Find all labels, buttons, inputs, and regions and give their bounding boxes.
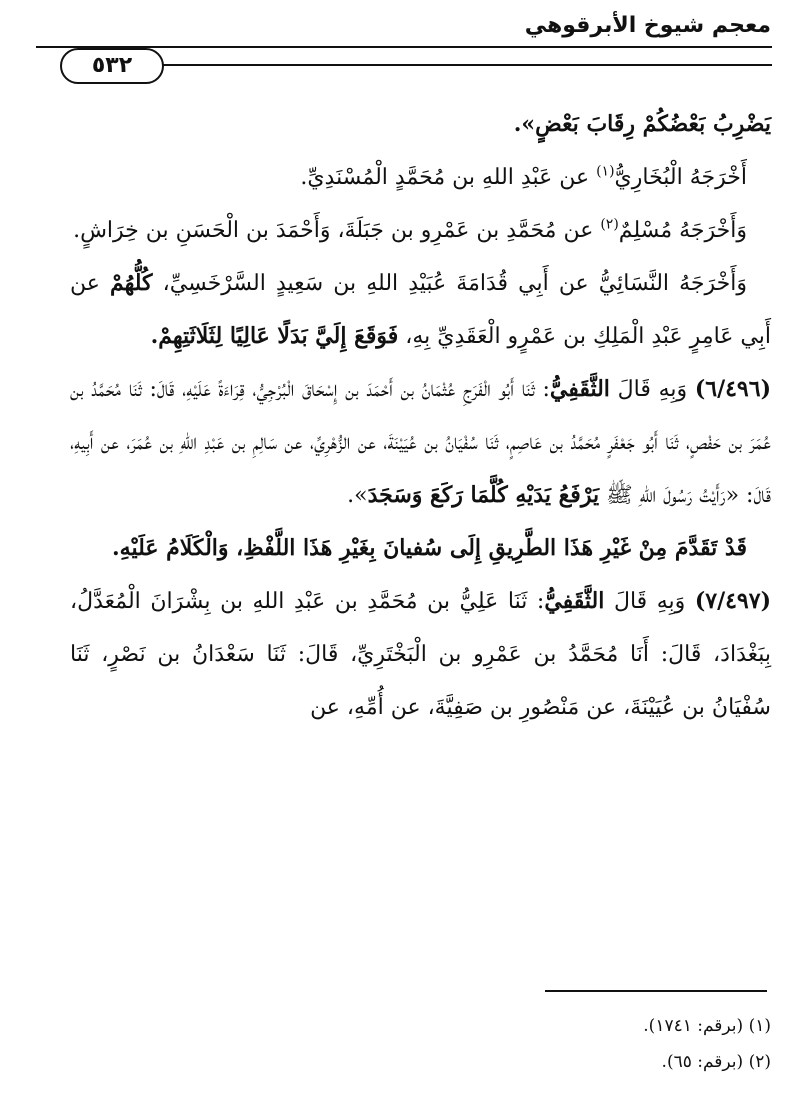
hadith-496-matn: يَرْفَعُ يَدَيْهِ كُلَّمَا رَكَعَ وَسَجَدَ xyxy=(367,482,600,508)
footnote-ref-2[interactable]: (٢) xyxy=(600,216,619,233)
muslim-text-a: وَأَخْرَجَهُ مُسْلِمٌ xyxy=(618,218,747,243)
paragraph-nasai xyxy=(70,257,771,363)
nasai-text-a: وَأَخْرَجَهُ النَّسَائِيُّ عن أَبِي قُدَامَةَ عُبَيْدِ اللهِ بن سَعِيدٍ السَّرْخَسِيِّ، xyxy=(152,271,747,296)
page-number: ٥٣٢ xyxy=(60,48,164,84)
page-number-ornament xyxy=(12,48,772,88)
nasai-bold-all: كُلُّهُمْ xyxy=(109,270,153,296)
footnote-1: (١) (برقم: ١٧٤١). xyxy=(643,1016,771,1036)
footnote-rule xyxy=(545,990,767,992)
paragraph-comment xyxy=(70,522,771,575)
hadith-497-narrator: الثَّقَفِيُّ xyxy=(544,588,605,614)
paragraph-muslim xyxy=(70,204,771,257)
bukhari-text-a: أَخْرَجَهُ الْبُخَارِيُّ xyxy=(614,165,747,190)
hadith-497 xyxy=(70,575,771,734)
footnote-2: (٢) (برقم: ٦٥). xyxy=(661,1052,771,1072)
running-header-title: معجم شيوخ الأبرقوهي xyxy=(524,13,771,38)
hadith-496-text-a: وَبِهِ قَالَ xyxy=(609,377,695,402)
comment-text: قَدْ تَقَدَّمَ مِنْ غَيْرِ هَذَا الطَّرِيقِ إِلَى سُفيانَ بِغَيْرِ هَذَا اللَّفْظِ، وَالْكَلَامُ عَلَيْهِ. xyxy=(112,535,747,561)
hadith-496 xyxy=(70,363,771,522)
page-number-rule xyxy=(157,64,772,66)
bukhari-text-b: عن عَبْدِ اللهِ بن مُحَمَّدٍ الْمُسْنَدِيِّ. xyxy=(300,165,597,190)
hadith-496-narrator: الثَّقَفِيُّ xyxy=(549,376,610,402)
hadith-497-number: (٧/٤٩٧) xyxy=(694,588,771,614)
main-text xyxy=(70,98,771,734)
hadith-497-text-b: : ثَنَا عَلِيُّ بن مُحَمَّدِ بن عَبْدِ اللهِ بن بِشْرَانَ الْمُعَدَّلُ، بِبَغْدَادَ، قَالَ: أَنَا مُحَمَّدُ بن عَمْرِو بن الْبَخْتَرِيِّ، قَالَ: ثَنَا سَعْدَانُ بن نَصْرٍ، ثَنَا سُفْيَانُ بن عُيَيْنَةَ، عن مَنْصُورِ بن صَفِيَّةَ، عن أُمِّهِ، عن xyxy=(70,589,771,720)
muslim-text-b: عن مُحَمَّدِ بن عَمْرِو بن جَبَلَةَ، وَأَحْمَدَ بن الْحَسَنِ بن خِرَاشٍ. xyxy=(73,218,601,243)
hadith-496-number: (٦/٤٩٦) xyxy=(694,376,771,402)
footnote-ref-1[interactable]: (١) xyxy=(596,163,615,180)
paragraph-bukhari xyxy=(70,151,771,204)
footnotes xyxy=(31,1008,771,1080)
nasai-text-c: فَوَقَعَ إِلَيَّ بَدَلًا عَالِيًا لِثَلَاثَتِهِمْ. xyxy=(150,323,399,349)
hadith-496-text-b: : ثَنَا أَبُو الْفَرَجِ عُثْمَانُ بن أَحْمَدَ بن إِسْحَاقَ الْبُرْجِيُّ، قِرَاءَةً عَلَيْهِ، قَالَ: ثَنَا مُحَمَّدُ بن عُمَرَ بن حَفْصٍ، ثَنَا أَبُو جَعْفَرٍ مُحَمَّدُ بن عَاصِمٍ، ثَنَا سُفْيَانُ بن عُيَيْنَةَ، عن الزُّهْرِيِّ، عن سَالِمِ بن عَبْدِ اللهِ بن عُمَرَ، عن أَبِيهِ، قَالَ: «رَأَيْتُ رَسُولَ اللهِ ﷺ xyxy=(70,377,771,508)
nasai-text-b: عن أَبِي عَامِرٍ عَبْدِ الْمَلِكِ بن عَمْرٍو الْعَقَدِيِّ بِهِ، xyxy=(70,271,771,349)
paragraph-hadith-end xyxy=(70,98,771,151)
hadith-496-text-c: ». xyxy=(347,483,368,508)
hadith-497-text-a: وَبِهِ قَالَ xyxy=(604,589,695,614)
hadith-end-text: يَضْرِبُ بَعْضُكُمْ رِقَابَ بَعْضٍ». xyxy=(513,111,771,137)
